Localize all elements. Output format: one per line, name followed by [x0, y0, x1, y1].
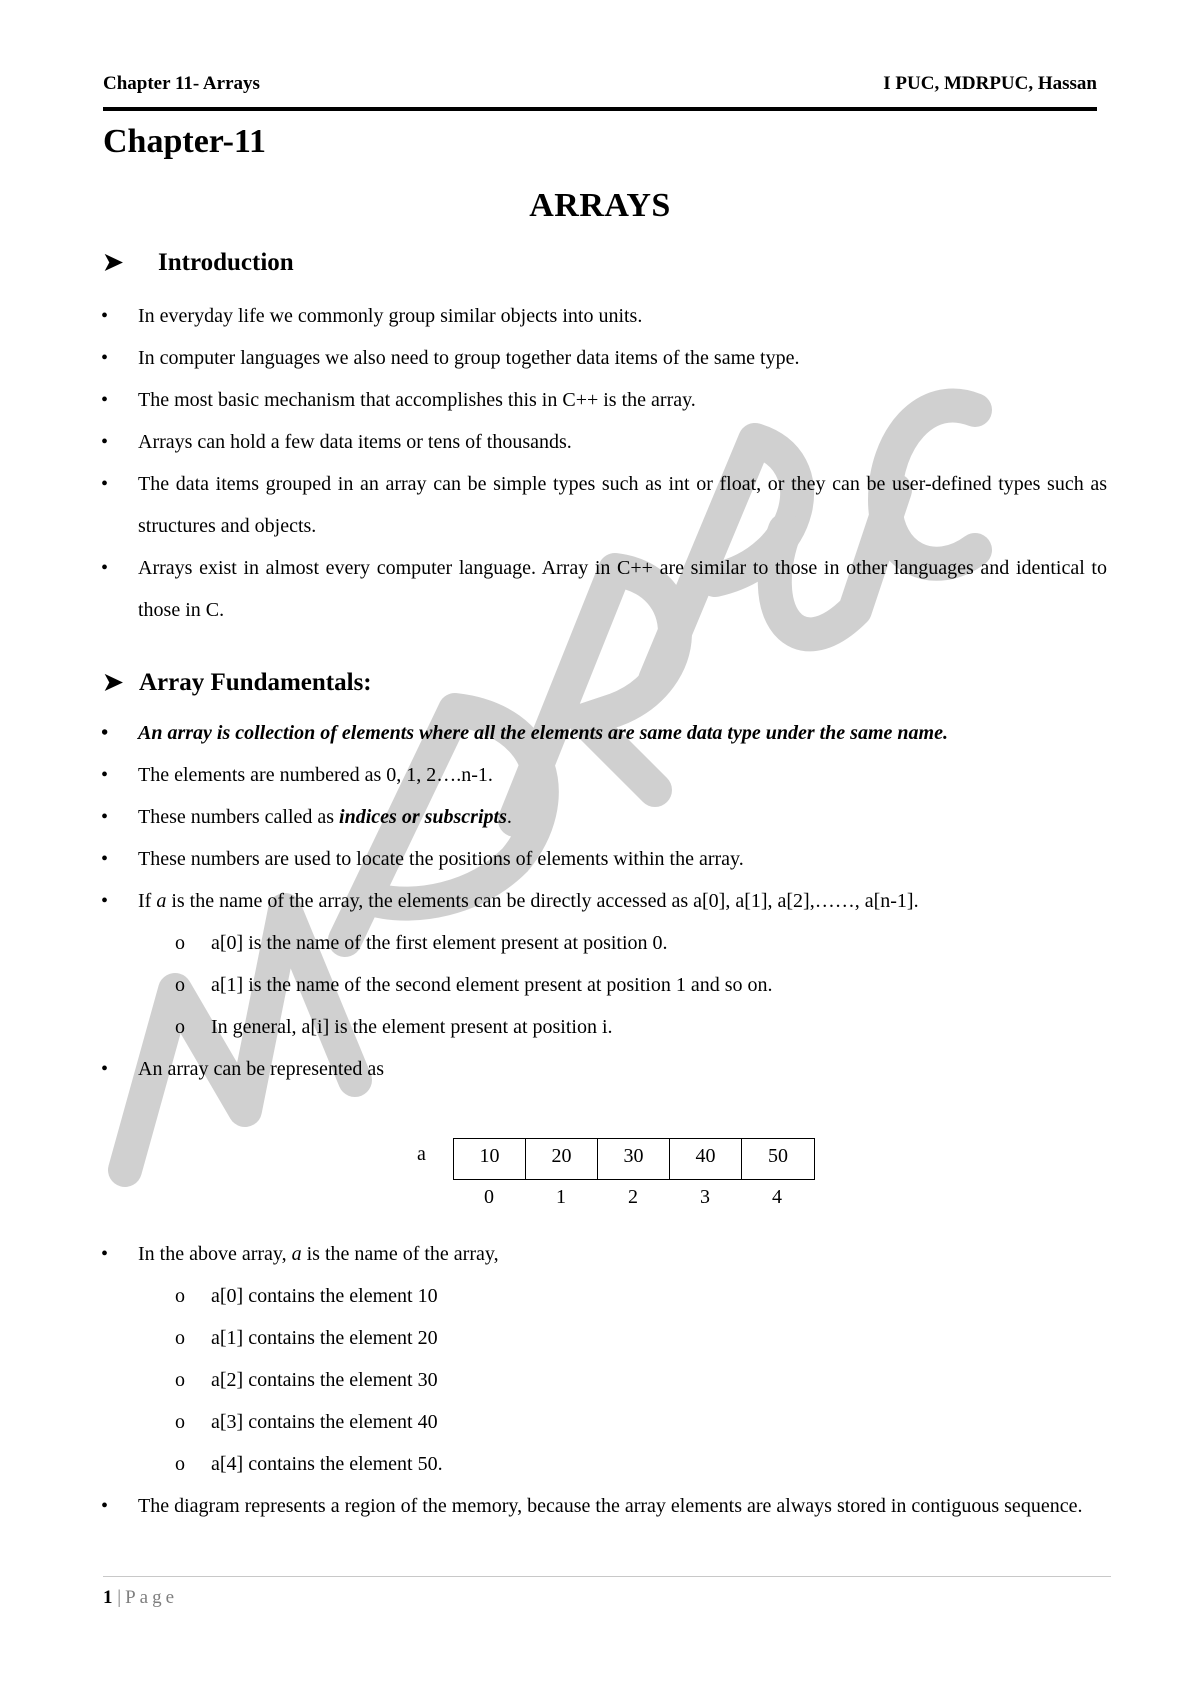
page-footer — [103, 1587, 178, 1609]
indices-term: indices or subscripts — [339, 806, 507, 828]
section-heading-text: Array Fundamentals: — [139, 669, 372, 696]
above-text-prefix: In the above array, — [138, 1243, 292, 1265]
sub-list-item: o a[0] contains the element 10 — [0, 1275, 1200, 1317]
page-number: 1 — [103, 1587, 113, 1608]
page-word: Page — [125, 1587, 178, 1608]
list-item: • The data items grouped in an array can be simple types such as int or float, or they can be user-defined types such as structures and objects. — [0, 463, 1107, 547]
footer-rule — [103, 1576, 1111, 1577]
sub-list-item: o a[1] contains the element 20 — [0, 1317, 1200, 1359]
list-item: • Arrays can hold a few data items or tens of thousands. — [0, 421, 1107, 463]
array-name-var: a — [156, 890, 167, 912]
list-item: • The most basic mechanism that accomplishes this in C++ is the array. — [0, 379, 1107, 421]
section-heading-array-fundamentals — [103, 668, 372, 697]
array-name-var: a — [291, 1243, 302, 1265]
sub-list-item: o In general, a[i] is the element present at position i. — [0, 1006, 1200, 1048]
indices-text-suffix: . — [506, 806, 512, 828]
header-chapter-label: Chapter 11- Arrays — [103, 73, 260, 94]
section-heading-text: Introduction — [158, 249, 294, 276]
footer-separator: | — [117, 1587, 122, 1608]
array-cell: 10 — [454, 1139, 526, 1179]
sub-list-item: o a[2] contains the element 30 — [0, 1359, 1200, 1401]
list-item: • In computer languages we also need to group together data items of the same type. — [0, 337, 1107, 379]
array-index: 0 — [484, 1186, 494, 1208]
array-index: 3 — [700, 1186, 710, 1208]
header-institution-label: I PUC, MDRPUC, Hassan — [883, 73, 1097, 94]
access-text-suffix: is the name of the array, the elements can be directly accessed as a[0], a[1], a[2],……, a[n-1]. — [166, 890, 919, 912]
above-text-suffix: is the name of the array, — [301, 1243, 499, 1265]
array-cell: 50 — [768, 1145, 788, 1167]
array-cell: 20 — [526, 1139, 598, 1179]
section-heading-introduction — [103, 248, 294, 277]
list-item: • In everyday life we commonly group similar objects into units. — [0, 295, 1107, 337]
list-item: • The diagram represents a region of the memory, because the array elements are always stored in contiguous sequence. — [0, 1485, 1107, 1527]
array-index: 2 — [628, 1186, 638, 1208]
list-item: • These numbers are used to locate the positions of elements within the array. — [0, 838, 1107, 880]
array-cells — [453, 1138, 815, 1180]
running-header — [103, 73, 1097, 99]
list-item: • Arrays exist in almost every computer language. Array in C++ are similar to those in other languages and identical to those in C. — [0, 547, 1107, 631]
header-rule — [103, 107, 1097, 111]
introduction-list — [0, 295, 1200, 631]
sub-list-item: o a[3] contains the element 40 — [0, 1401, 1200, 1443]
array-index: 4 — [772, 1186, 782, 1208]
array-cell: 30 — [598, 1139, 670, 1179]
list-item: • The elements are numbered as 0, 1, 2….n-1. — [0, 754, 1107, 796]
array-cell: 40 — [670, 1139, 742, 1179]
array-indices — [453, 1186, 813, 1209]
list-item — [0, 796, 1107, 838]
arrow-bullet-icon: ➤ — [103, 670, 124, 696]
array-diagram-label: a — [417, 1143, 426, 1165]
sub-list-item: o a[0] is the name of the first element present at position 0. — [0, 922, 1200, 964]
chapter-title: Chapter-11 — [103, 123, 267, 160]
arrow-bullet-icon: ➤ — [103, 250, 124, 276]
sub-list-item: o a[1] is the name of the second element present at position 1 and so on. — [0, 964, 1200, 1006]
list-item — [0, 1233, 1107, 1275]
list-item: • An array can be represented as — [0, 1048, 1107, 1090]
fundamentals-list-bottom — [0, 1233, 1200, 1527]
fundamentals-list-top — [0, 712, 1200, 1090]
definition-item: • An array is collection of elements where all the elements are same data type under the same name. — [0, 712, 1107, 754]
page-title: ARRAYS — [529, 187, 671, 224]
list-item — [0, 880, 1107, 922]
indices-text-prefix: These numbers called as — [138, 806, 340, 828]
access-text-prefix: If — [138, 890, 157, 912]
sub-list-item: o a[4] contains the element 50. — [0, 1443, 1200, 1485]
array-index: 1 — [556, 1186, 566, 1208]
